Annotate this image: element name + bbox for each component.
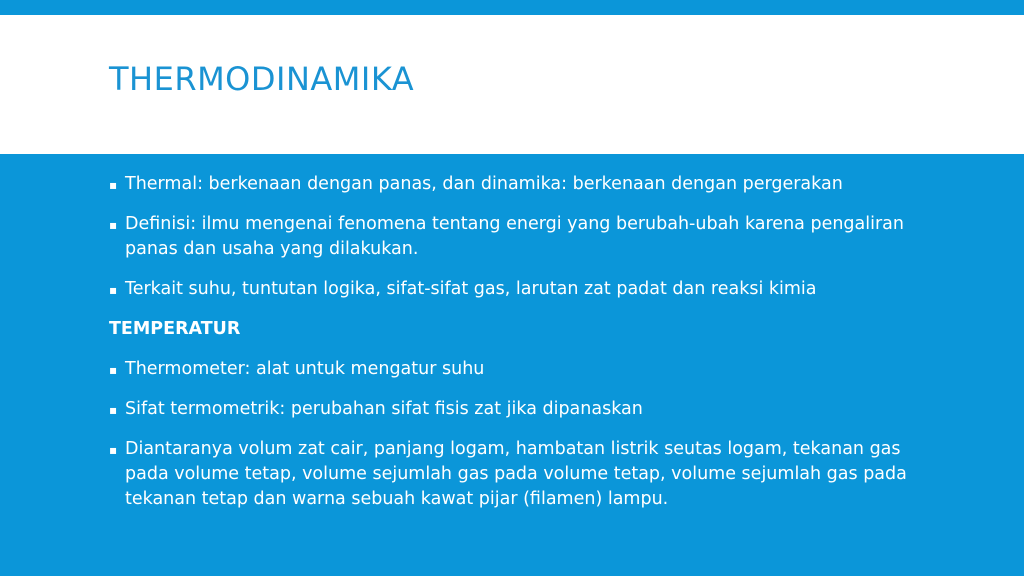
- bullet-dot-icon: ▪: [109, 403, 118, 417]
- bullet-dot-icon: ▪: [109, 178, 118, 192]
- bullet-item: [109, 277, 929, 302]
- bullet-dot-icon: ▪: [109, 363, 118, 377]
- section-heading: TEMPERATUR: [109, 319, 241, 339]
- bullet-text: Thermometer: alat untuk mengatur suhu: [125, 359, 485, 379]
- bullet-dot-icon: ▪: [109, 218, 118, 232]
- bullet-item: [109, 397, 929, 422]
- slide-title: THERMODINAMIKA: [109, 60, 415, 98]
- bullet-dot-icon: ▪: [109, 443, 118, 457]
- bullet-item: [109, 357, 929, 382]
- bullet-text: Definisi: ilmu mengenai fenomena tentang energi yang berubah-ubah karena pengaliran panas dan usaha yang dilakukan.: [125, 214, 904, 259]
- bullet-text: Terkait suhu, tuntutan logika, sifat-sifat gas, larutan zat padat dan reaksi kimia: [125, 279, 817, 299]
- bullet-item: [109, 212, 929, 262]
- bullet-text: Diantaranya volum zat cair, panjang logam, hambatan listrik seutas logam, tekanan gas pada volume tetap, volume sejumlah gas pada volume tetap, volume sejumlah gas pada tekanan tetap dan warna sebuah kawat pijar (filamen) lampu.: [125, 439, 907, 509]
- bullet-item: [109, 437, 929, 512]
- slide-content: [109, 172, 929, 527]
- bullet-dot-icon: ▪: [109, 283, 118, 297]
- bullet-text: Sifat termometrik: perubahan sifat fisis zat jika dipanaskan: [125, 399, 643, 419]
- bullet-text: Thermal: berkenaan dengan panas, dan dinamika: berkenaan dengan pergerakan: [125, 174, 843, 194]
- bullet-item: [109, 172, 929, 197]
